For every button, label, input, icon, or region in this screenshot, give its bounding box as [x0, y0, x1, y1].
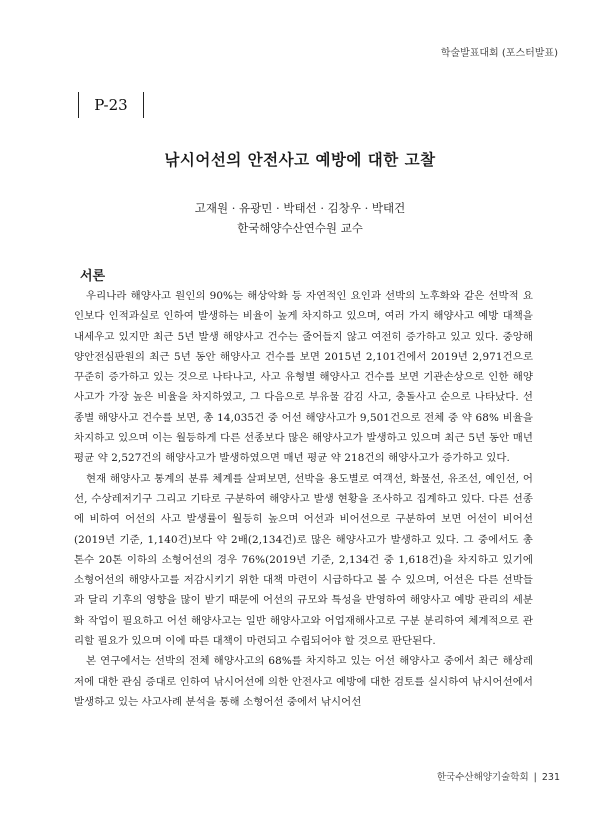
paper-title: 낚시어선의 안전사고 예방에 대한 고찰	[164, 150, 436, 169]
section-title: 서론	[80, 269, 106, 284]
section-body	[74, 286, 533, 712]
footer-society: 한국수산해양기술학회	[436, 772, 529, 783]
paper-authors: 고재원 · 유광민 · 박태선 · 김창우 · 박태건	[194, 201, 406, 215]
paragraph: 본 연구에서는 선박의 전체 해양사고의 68%를 차지하고 있는 어선 해양사고 중에서 최근 해상레저에 대한 관심 증대로 인하여 낚시어선에 의한 안전사고 예방에 대한 검토를 실시하여 낚시어선에서 발생하고 있는 사고사례 분석을 통해 소형어선 중에서 낚시어선	[74, 655, 533, 708]
footer-separator: |	[533, 772, 537, 783]
poster-label: P-23	[78, 92, 144, 118]
paragraph: 우리나라 해양사고 원인의 90%는 해상악화 등 자연적인 요인과 선박의 노후화와 같은 선박적 요인보다 인적과실로 인하여 발생하는 비율이 높게 차지하고 있으며, 여러 가지 해양사고 예방 대책을 내세우고 있지만 최근 5년 발생 해양사고 건수는 줄어들지 않고 여전히 증가하고 있고 있다. 중앙해양안전심판원의 최근 5년 동안 해양사고 건수를 보면 2015년 2,101건에서 2019년 2,971건으로 꾸준히 증가하고 있는 것으로 나타나고, 사고 유형별 해양사고 건수를 보면 기관손상으로 인한 해양사고가 가장 높은 비율을 차지하였고, 그 다음으로 부유물 감김 사고, 충돌사고 순으로 나타났다. 선종별 해양사고 건수를 보면, 총 14,035건 중 어선 해양사고가 9,501건으로 전체 중 약 68% 비율을 차지하고 있으며 이는 월등하게 다른 선종보다 많은 해양사고가 발생하고 있으며 최근 5년 동안 매년 평균 약 2,527건의 해양사고가 발생하였으면 매년 평균 약 218건의 해양사고가 증가하고 있다.	[74, 290, 533, 465]
conference-header: 학술발표대회 (포스터발표)	[440, 48, 558, 59]
page-number: 231	[541, 772, 560, 783]
paper-affiliation: 한국해양수산연수원 교수	[237, 221, 363, 235]
paragraph: 현재 해양사고 통계의 분류 체계를 살펴보면, 선박을 용도별로 여객선, 화물선, 유조선, 예인선, 어선, 수상레저기구 그리고 기타로 구분하여 해양사고 발생 현황을 조사하고 집계하고 있다. 다른 선종에 비하여 어선의 사고 발생률이 월등히 높으며 어선과 비어선으로 구분하여 보면 어선이 비어선(2019년 기준, 1,140건)보다 약 2배(2,134건)로 많은 해양사고가 발생하고 있다. 그 중에서도 총톤수 20톤 이하의 소형어선의 경우 76%(2019년 기준, 2,134건 중 1,618건)을 차지하고 있기에 소형어선의 해양사고를 저감시키기 위한 대책 마련이 시급하다고 볼 수 있으며, 어선은 다른 선박들과 달리 기후의 영향을 많이 받기 때문에 어선의 규모와 특성을 반영하여 해양사고 예방 관리의 세분화 작업이 필요하고 어선 해양사고는 일반 해양사고와 어업재해사고로 구분 분리하여 체계적으로 관리할 필요가 있으며 이에 따른 대책이 마련되고 수립되어야 할 것으로 판단된다.	[74, 472, 533, 648]
page-footer	[437, 769, 560, 783]
